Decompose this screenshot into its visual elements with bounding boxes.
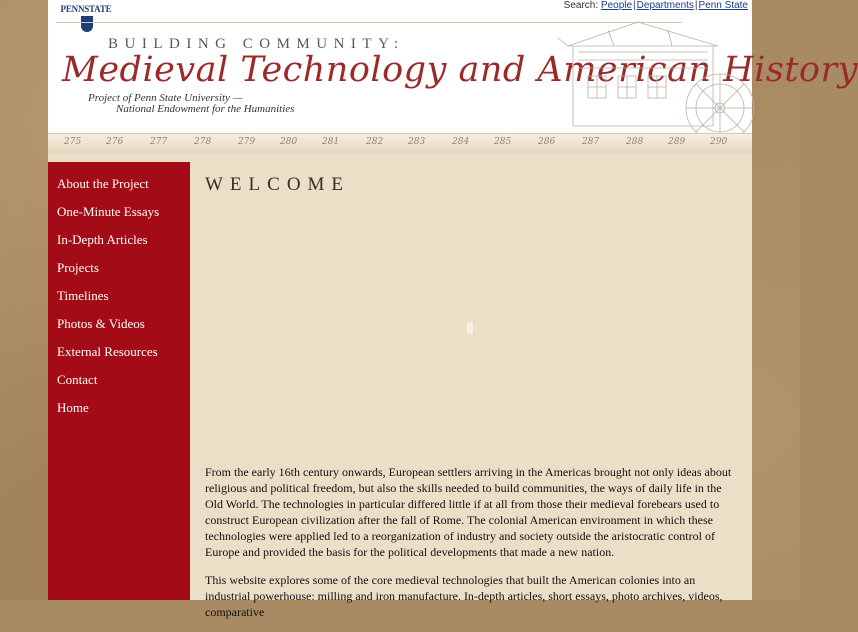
page-container bbox=[48, 0, 858, 619]
departments-link[interactable]: Departments bbox=[636, 0, 694, 11]
ruler-number: 282 bbox=[366, 137, 384, 147]
page-title: WELCOME bbox=[205, 174, 351, 195]
project-credit-line-2: National Endowment for the Humanities bbox=[116, 103, 295, 115]
ruler-number: 287 bbox=[582, 137, 600, 147]
ruler-number: 276 bbox=[106, 137, 124, 147]
shield-icon bbox=[81, 16, 93, 32]
watermill-illustration bbox=[548, 16, 752, 152]
site-title[interactable]: Medieval Technology and American History bbox=[62, 50, 858, 90]
penn-state-link[interactable]: Penn State bbox=[698, 0, 748, 11]
search-label: Search: bbox=[563, 0, 599, 11]
main-content bbox=[205, 464, 735, 632]
penn-state-logo[interactable] bbox=[56, 2, 116, 38]
ruler-number: 278 bbox=[194, 137, 212, 147]
ruler-number: 275 bbox=[64, 137, 82, 147]
media-placeholder[interactable] bbox=[467, 322, 473, 334]
ruler-number: 283 bbox=[408, 137, 426, 147]
ruler-number: 277 bbox=[150, 137, 168, 147]
site-header bbox=[48, 0, 858, 152]
sidebar-item-photos-videos[interactable]: Photos & Videos bbox=[57, 316, 145, 331]
intro-paragraph: From the early 16th century onwards, European settlers arriving in the Americas brought not only ideas about religious and political freedom, but also the skills needed to build communities, the ways of daily life in the Old World. The technologies in particular differed little if at all from those their medieval forebears used to construct European civilization after the fall of Rome. The colonial American environment in which these technologies were applied led to a reorganization of industry and society outside the aristocratic control of Europe and provided the basis for the political developments that made a new nation. bbox=[205, 465, 732, 559]
ruler-number: 285 bbox=[494, 137, 512, 147]
ruler-number: 288 bbox=[626, 137, 644, 147]
ruler-strip bbox=[48, 133, 752, 153]
sidebar-item-contact[interactable]: Contact bbox=[57, 372, 98, 387]
site-subtitle: BUILDING COMMUNITY: bbox=[108, 36, 405, 52]
project-credit-line-1: Project of Penn State University — bbox=[88, 92, 243, 104]
ruler-number: 289 bbox=[668, 137, 686, 147]
ruler-number: 281 bbox=[322, 137, 340, 147]
sidebar-item-home[interactable]: Home bbox=[57, 400, 89, 415]
sidebar-item-one-minute-essays[interactable]: One-Minute Essays bbox=[57, 204, 160, 219]
sidebar-item-about-the-project[interactable]: About the Project bbox=[57, 176, 149, 191]
sidebar-item-external-resources[interactable]: External Resources bbox=[57, 344, 158, 359]
ruler-number: 279 bbox=[238, 137, 256, 147]
sidebar-item-in-depth-articles[interactable]: In-Depth Articles bbox=[57, 232, 148, 247]
ruler-number: 286 bbox=[538, 137, 556, 147]
people-link[interactable]: People bbox=[600, 0, 633, 11]
website-description-paragraph: This website explores some of the core medieval technologies that built the American colonies into an industrial powerhouse: milling and iron manufacture. In-depth articles, short essays, photo archives, videos, comparative bbox=[205, 573, 723, 619]
sidebar-item-timelines[interactable]: Timelines bbox=[57, 288, 109, 303]
ruler-number: 284 bbox=[452, 137, 470, 147]
sidebar-item-projects[interactable]: Projects bbox=[57, 260, 99, 275]
utility-nav: Search: People|Departments|Penn State bbox=[563, 0, 748, 11]
ruler-number: 280 bbox=[280, 137, 298, 147]
ruler-number: 290 bbox=[710, 137, 728, 147]
sidebar-nav bbox=[48, 162, 190, 600]
logo-text: PENNSTATE bbox=[60, 4, 112, 14]
